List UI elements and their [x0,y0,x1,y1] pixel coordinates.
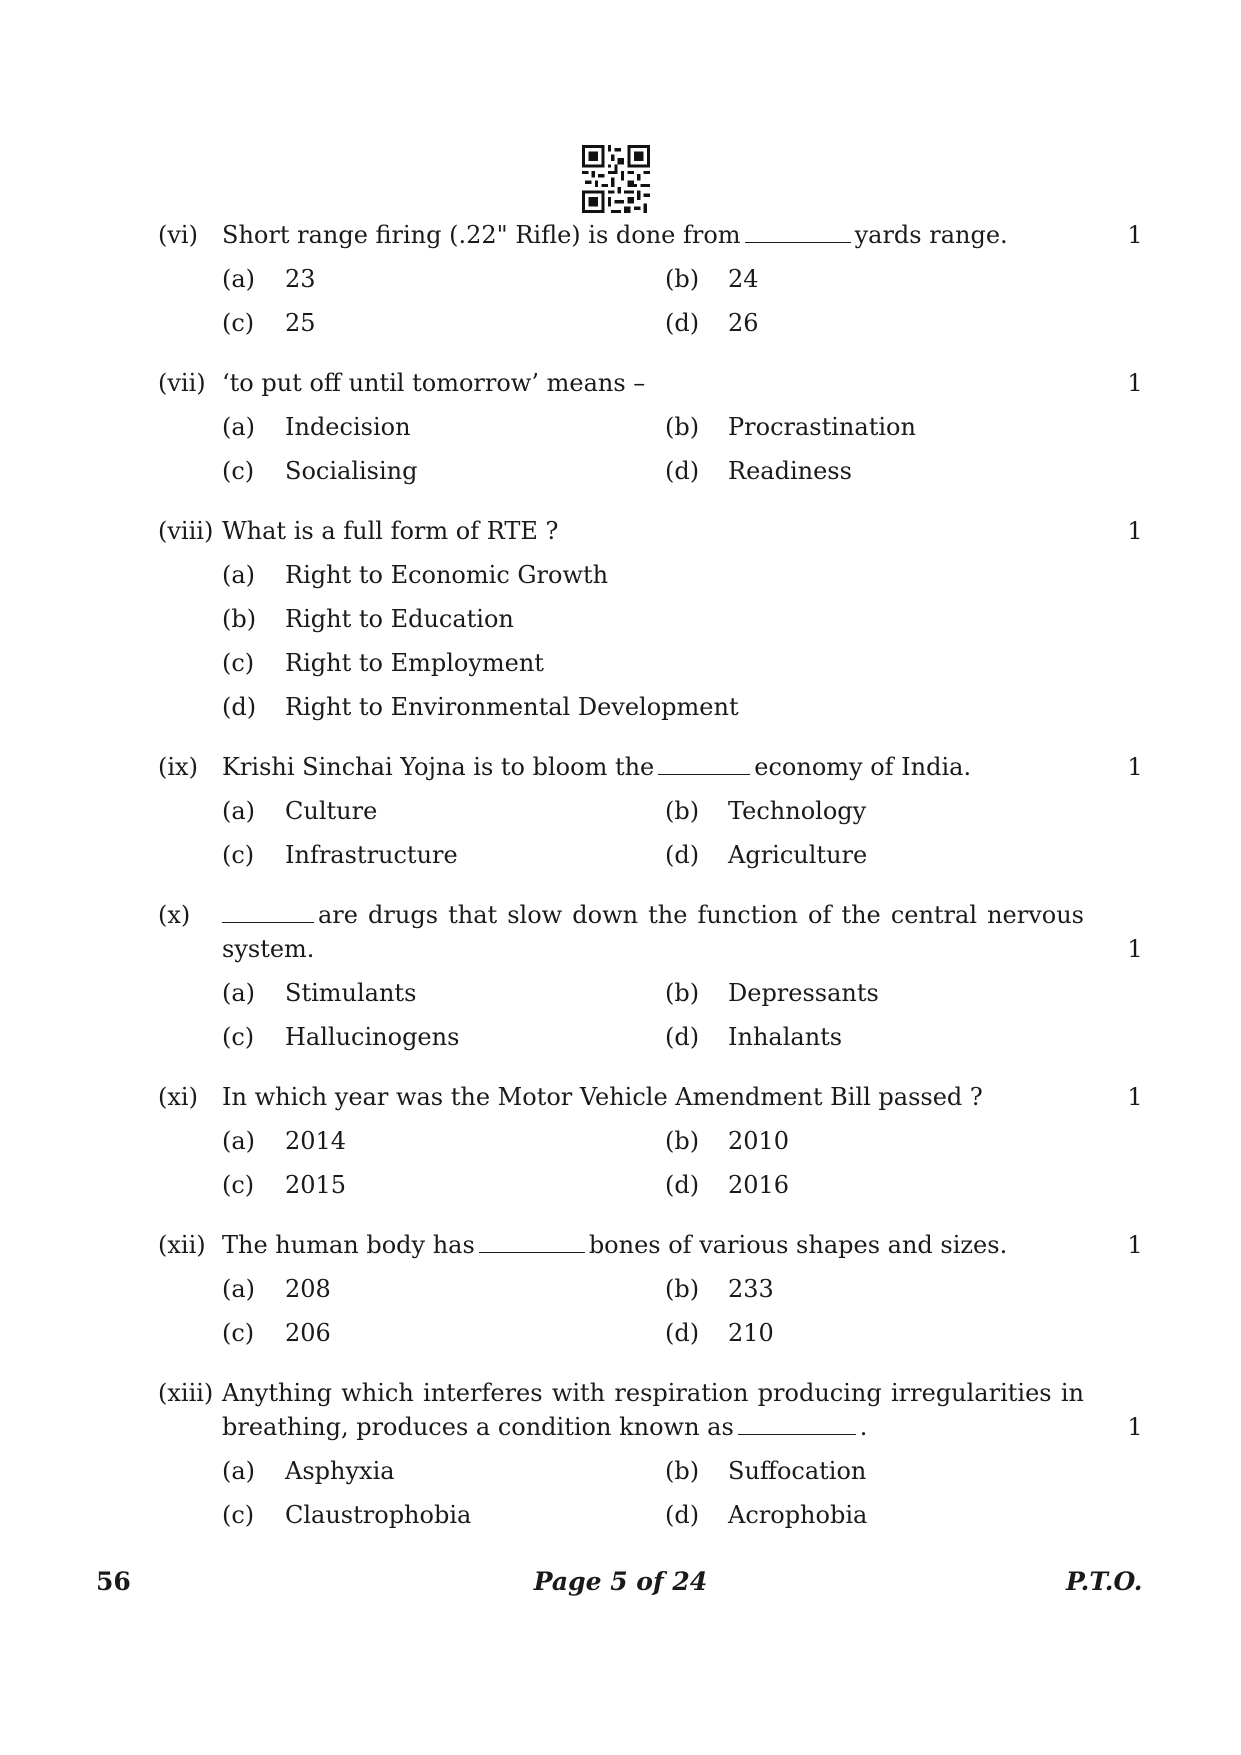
question-marks: 1 [1127,753,1143,781]
question-stem: In which year was the Motor Vehicle Amendment Bill passed ? [222,1083,983,1111]
question-stem: Anything which interferes with respiration producing irregularities in breathing, produces a condition known as . [222,1379,1084,1441]
question-number: (xi) [158,1083,198,1111]
question-marks: 1 [1127,1413,1143,1441]
question-marks: 1 [1127,369,1143,397]
qr-code [582,145,650,213]
page-number: Page 5 of 24 [533,1567,708,1596]
paper-code: 56 [96,1567,131,1596]
question-number: (xiii) [158,1379,214,1407]
question-marks: 1 [1127,517,1143,545]
question-marks: 1 [1127,1083,1143,1111]
question-stem: What is a full form of RTE ? [222,517,559,545]
question-stem: Short range firing (.22" Rifle) is done from yards range. [222,221,1008,249]
answer-blank [479,1230,585,1253]
question-number: (ix) [158,753,198,781]
question-marks: 1 [1127,221,1143,249]
answer-blank [658,752,750,775]
answer-blank [745,220,851,243]
question-stem: ‘to put off until tomorrow’ means – [222,369,646,397]
question-stem: are drugs that slow down the function of the central nervous system. [222,901,1084,963]
question-marks: 1 [1127,935,1143,963]
question-number: (viii) [158,517,214,545]
question-stem: The human body has bones of various shapes and sizes. [222,1231,1008,1259]
pto-label: P.T.O. [1066,1567,1143,1596]
answer-blank [222,900,314,923]
question-stem: Krishi Sinchai Yojna is to bloom the economy of India. [222,753,972,781]
answer-blank [738,1412,856,1435]
question-number: (xii) [158,1231,206,1259]
question-number: (vi) [158,221,198,249]
question-number: (vii) [158,369,206,397]
question-number: (x) [158,901,191,929]
question-marks: 1 [1127,1231,1143,1259]
